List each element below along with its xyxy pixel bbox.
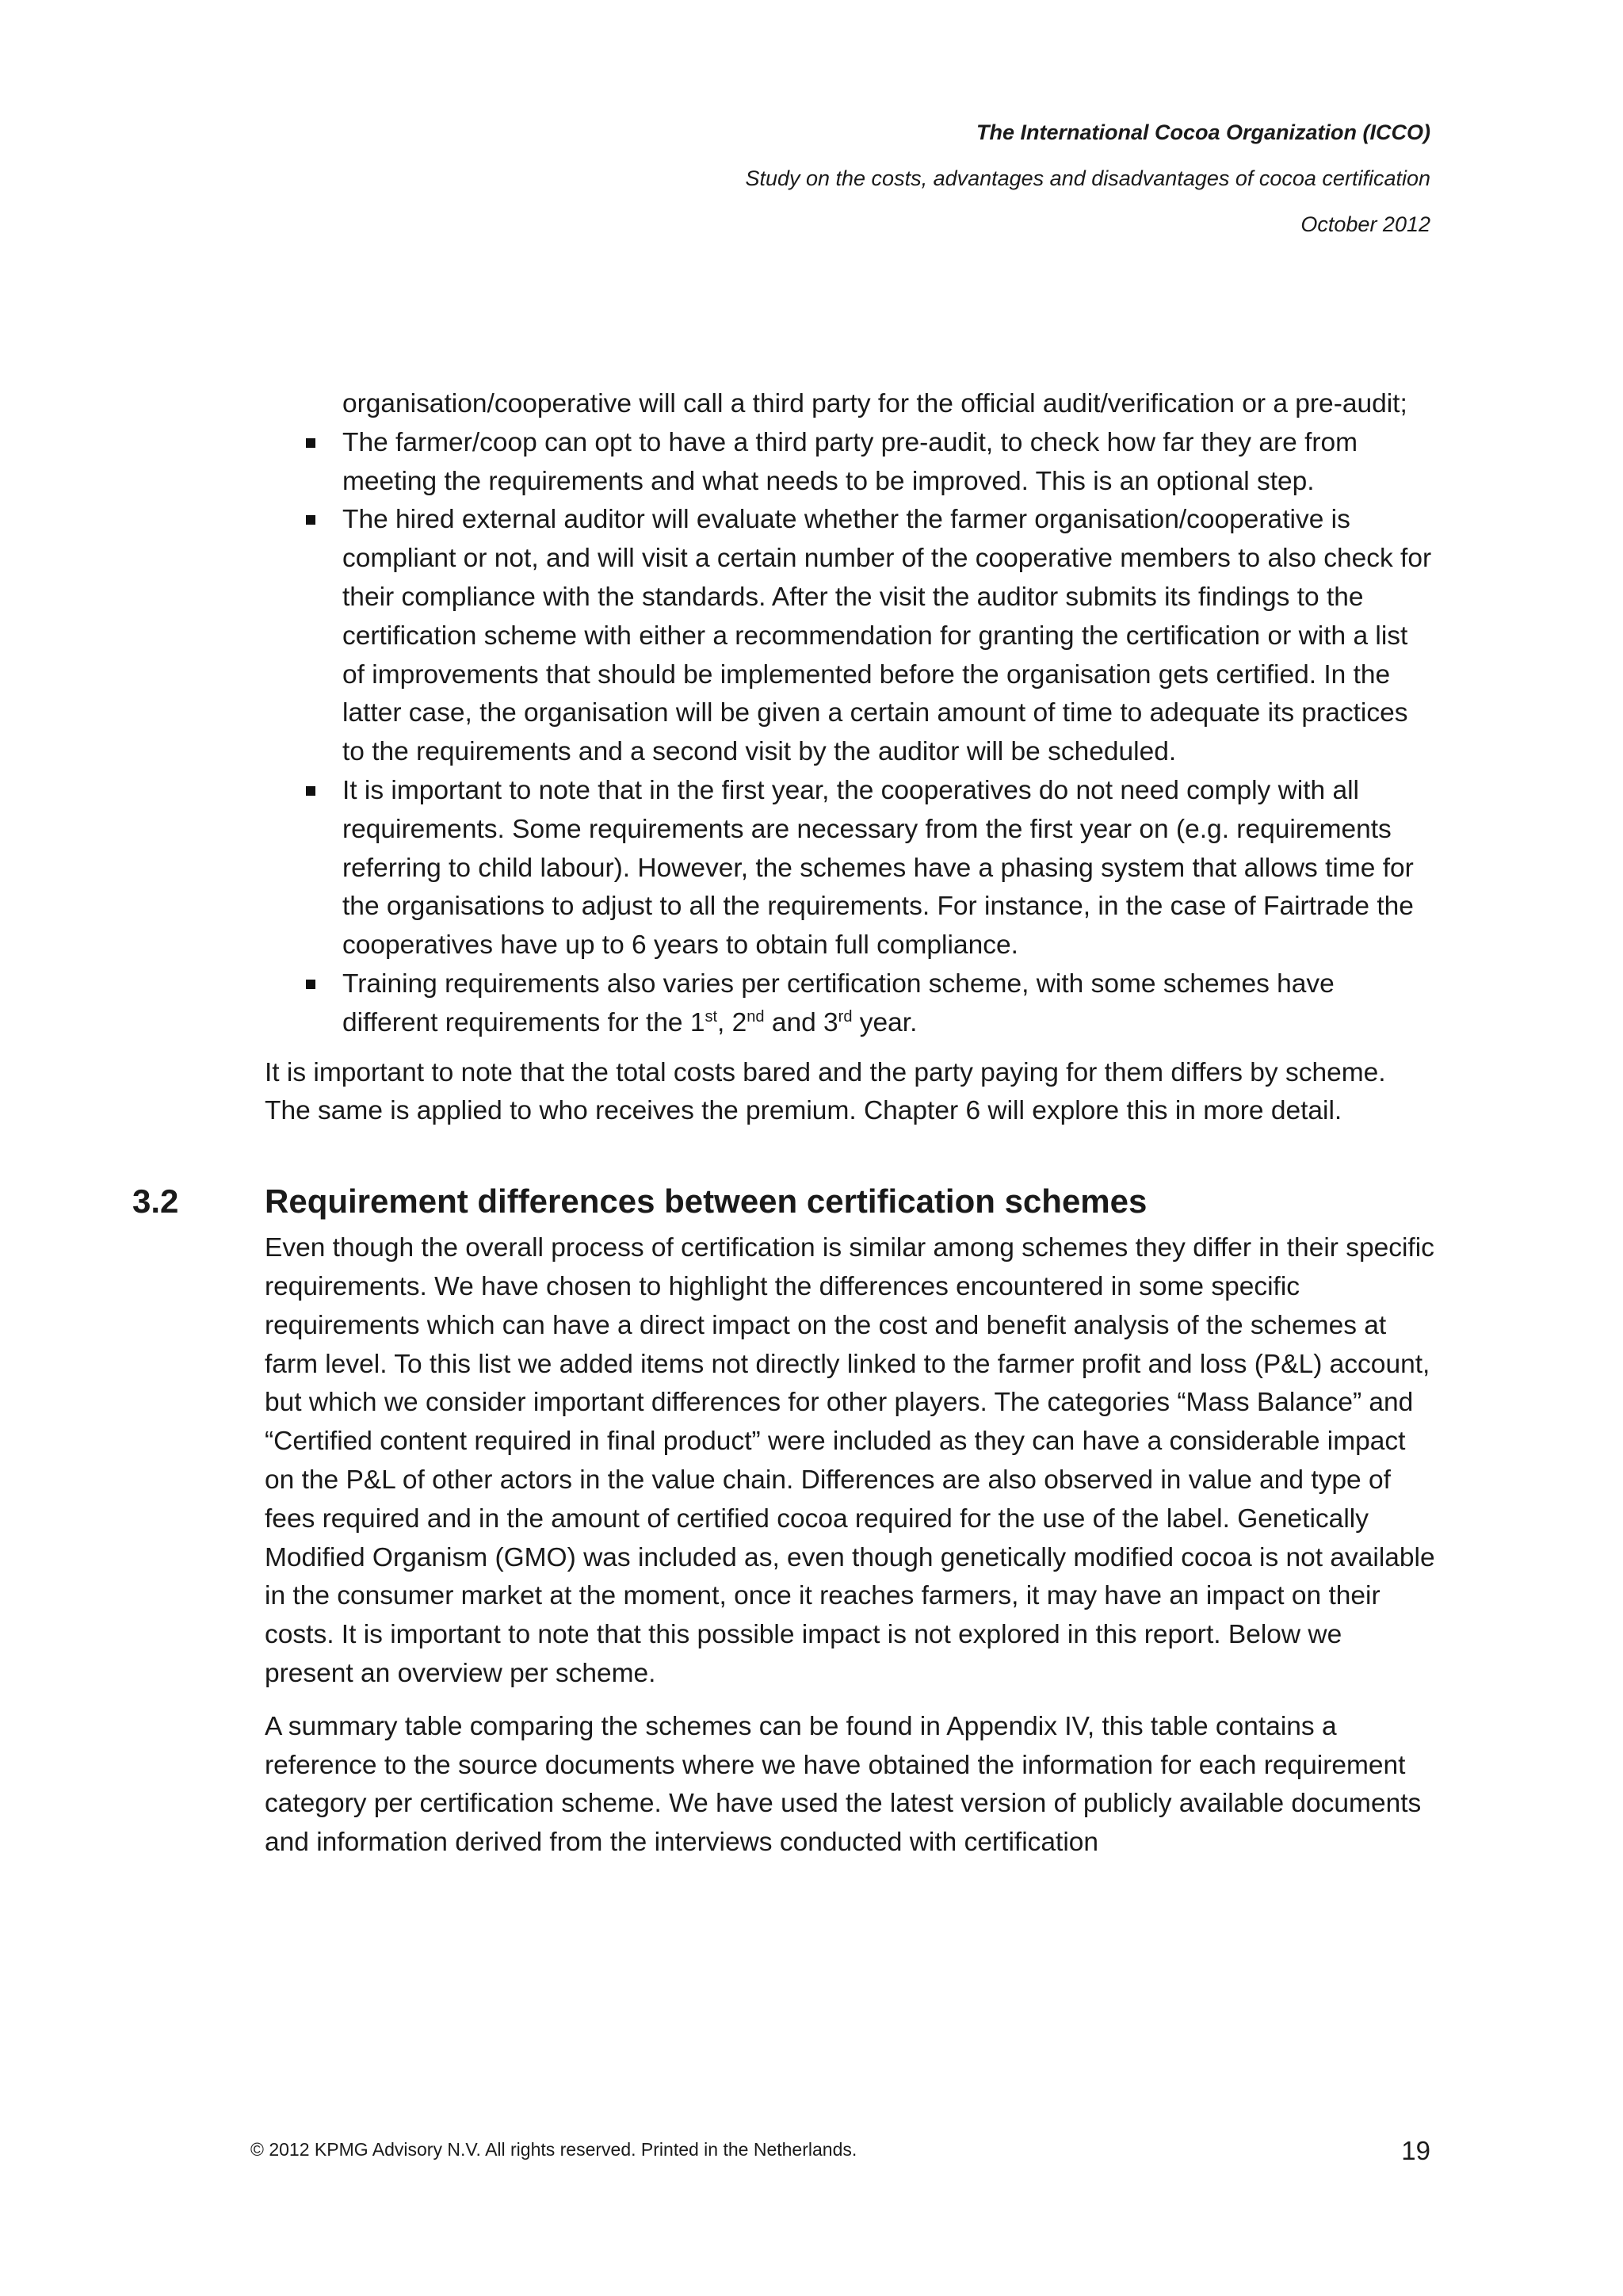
list-item-text: The farmer/coop can opt to have a third party pre-audit, to check how far they are from meeting the requirements and what needs to be improved. This is an optional step. xyxy=(342,427,1358,496)
square-bullet-icon xyxy=(306,438,315,448)
superscript-nd: nd xyxy=(747,1007,765,1026)
superscript-st: st xyxy=(705,1007,718,1026)
list-item-text: It is important to note that in the first year, the cooperatives do not need comply with all requirements. Some requirements are necessary from the first year on (e.g. requirements referring to child labour). However, the schemes have a phasing system that allows time for the organisations to adjust to all the requirements. For instance, in the case of Fairtrade the cooperatives have up to 6 years to obtain full compliance. xyxy=(342,775,1414,961)
footer-copyright: © 2012 KPMG Advisory N.V. All rights reserved. Printed in the Netherlands. xyxy=(250,2139,857,2160)
page-number: 19 xyxy=(1401,2136,1430,2165)
continued-bullet-text: organisation/cooperative will call a third party for the official audit/verification or a pre-audit; xyxy=(342,389,1407,418)
paragraph-costs: It is important to note that the total costs bared and the party paying for them differs by scheme. The same is applied to who receives the premium. Chapter 6 will explore this in more detail. xyxy=(265,1057,1386,1126)
header-organization: The International Cocoa Organization (ICCO) xyxy=(976,120,1430,144)
main-content xyxy=(132,385,1436,1862)
section-paragraph: Even though the overall process of certification is similar among schemes they differ in their specific requirements. We have chosen to highlight the differences encountered in some specific requirements which can have a direct impact on the cost and benefit analysis of the schemes at farm level. To this list we added items not directly linked to the farmer profit and loss (P&L) account, but which we consider important differences for other players. The categories “Mass Balance” and “Certified content required in final product” were included as they can have a considerable impact on the P&L of other actors in the value chain. Differences are also observed in value and type of fees required and in the amount of certified cocoa required for the use of the label. Genetically Modified Organism (GMO) was included as, even though genetically modified cocoa is not available in the consumer market at the moment, once it reaches farmers, it may have an impact on their costs. It is important to note that this possible impact is not explored in this report. Below we present an overview per scheme. xyxy=(265,1233,1435,1688)
page-header xyxy=(745,109,1430,247)
section-number: 3.2 xyxy=(132,1182,179,1221)
bullet-list xyxy=(265,424,1436,1043)
list-item xyxy=(265,424,1436,502)
list-item xyxy=(265,965,1436,1043)
superscript-rd: rd xyxy=(838,1007,853,1026)
list-item-text-training: Training requirements also varies per certification scheme, with some schemes have different requirements for the 1st, 2nd and 3rd year. xyxy=(342,968,1335,1037)
section-heading xyxy=(132,1179,1436,1224)
section-paragraph: A summary table comparing the schemes can be found in Appendix IV, this table contains a reference to the source documents where we have obtained the information for each requirement category per certification scheme. We have used the latest version of publicly available documents and information derived from the interviews conducted with certification xyxy=(265,1711,1422,1858)
header-study-title: Study on the costs, advantages and disadvantages of cocoa certification xyxy=(745,166,1430,190)
section-title: Requirement differences between certification schemes xyxy=(265,1182,1148,1221)
square-bullet-icon xyxy=(306,786,315,796)
list-item xyxy=(265,501,1436,772)
header-date: October 2012 xyxy=(1300,212,1430,236)
list-item xyxy=(265,772,1436,965)
square-bullet-icon xyxy=(306,515,315,525)
list-item-text: The hired external auditor will evaluate whether the farmer organisation/cooperative is compliant or not, and will visit a certain number of the cooperative members to also check for their compliance with the standards. After the visit the auditor submits its findings to the certification scheme with either a recommendation for granting the certification or with a list of improvements that should be implemented before the organisation gets certified. In the latter case, the organisation will be given a certain amount of time to adequate its practices to the requirements and a second visit by the auditor will be scheduled. xyxy=(342,505,1432,767)
square-bullet-icon xyxy=(306,980,315,989)
